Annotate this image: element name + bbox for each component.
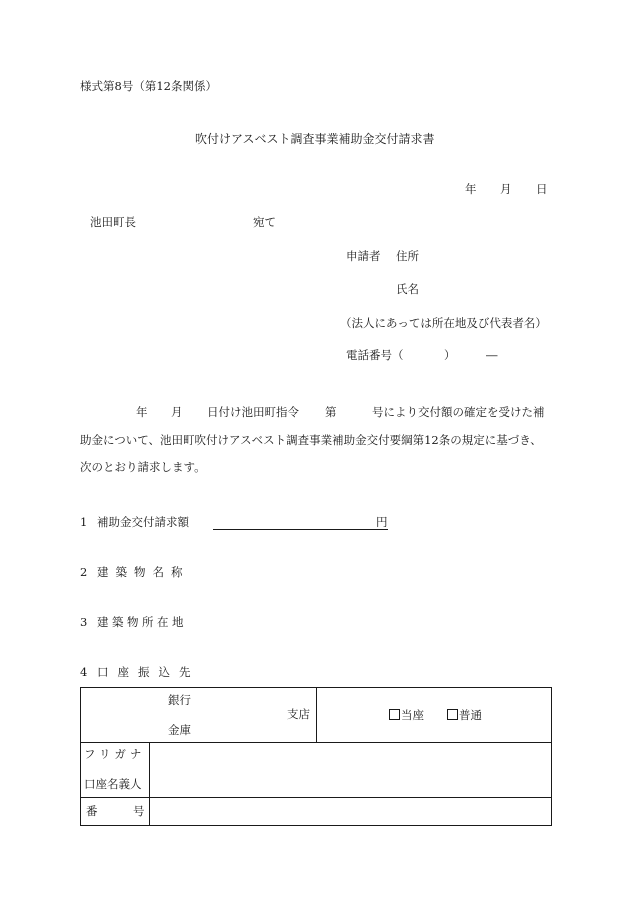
date-day: 日 (536, 182, 548, 196)
amount-line (213, 529, 388, 530)
touza-checkbox-icon[interactable] (389, 709, 400, 720)
number-label-2: 号 (133, 804, 145, 818)
account-number-label-cell (81, 798, 150, 826)
futsu-checkbox-icon[interactable] (447, 709, 458, 720)
applicant-label: 申請者 (346, 249, 381, 263)
checkbox-touza[interactable] (389, 709, 424, 722)
addressee-mayor: 池田町長 (90, 215, 136, 229)
body-directive: 日付け池田町指令 (207, 405, 299, 419)
item2-label: 建築物名称 (97, 565, 190, 579)
bank-name-cell[interactable] (81, 688, 317, 743)
body-line1-end: 号により交付額の確定を受けた補 (372, 405, 545, 419)
form-number: 様式第8号（第12条関係） (80, 79, 217, 93)
holder-label-cell (81, 743, 150, 798)
checkbox-futsu[interactable] (447, 709, 482, 722)
holder-value-cell[interactable] (150, 743, 552, 798)
account-type-cell (317, 688, 552, 743)
item3-label: 建築物所在地 (97, 615, 187, 629)
branch-label: 支店 (287, 707, 310, 721)
item1-label: 補助金交付請求額 (97, 515, 189, 529)
shinko-label: 金庫 (168, 723, 191, 737)
item3-number: 3 (80, 615, 88, 629)
applicant-address-label: 住所 (396, 249, 419, 263)
item1-number: 1 (80, 515, 88, 529)
touza-label: 当座 (401, 708, 424, 722)
applicant-name-label: 氏名 (396, 282, 419, 296)
number-label-1: 番 (86, 804, 98, 818)
phone-close-paren: ） (444, 348, 456, 362)
item4-number: 4 (80, 665, 88, 679)
body-line3: 次のとおり請求します。 (80, 460, 206, 474)
item4-label: 口座振込先 (97, 665, 200, 679)
account-number-value-cell[interactable] (150, 798, 552, 826)
phone-dash: ― (486, 348, 498, 362)
corporate-note: （法人にあっては所在地及び代表者名） (340, 316, 547, 330)
body-line2: 助金について、池田町吹付けアスベスト調査事業補助金交付要綱第12条の規定に基づき、 (80, 433, 542, 447)
item1-unit: 円 (376, 515, 388, 529)
body-dai: 第 (325, 405, 337, 419)
item2-number: 2 (80, 565, 88, 579)
body-year: 年 (136, 405, 148, 419)
addressee-honorific: 宛て (253, 215, 276, 229)
date-month: 月 (500, 182, 512, 196)
holder-label: 口座名義人 (84, 777, 142, 791)
body-month: 月 (171, 405, 183, 419)
bank-account-table (80, 687, 552, 826)
futsu-label: 普通 (459, 708, 482, 722)
bank-label: 銀行 (168, 693, 191, 707)
furigana-label: フリガナ (84, 747, 146, 761)
document-title: 吹付けアスベスト調査事業補助金交付請求書 (195, 132, 435, 146)
date-year: 年 (465, 182, 477, 196)
phone-label: 電話番号（ (346, 348, 404, 362)
